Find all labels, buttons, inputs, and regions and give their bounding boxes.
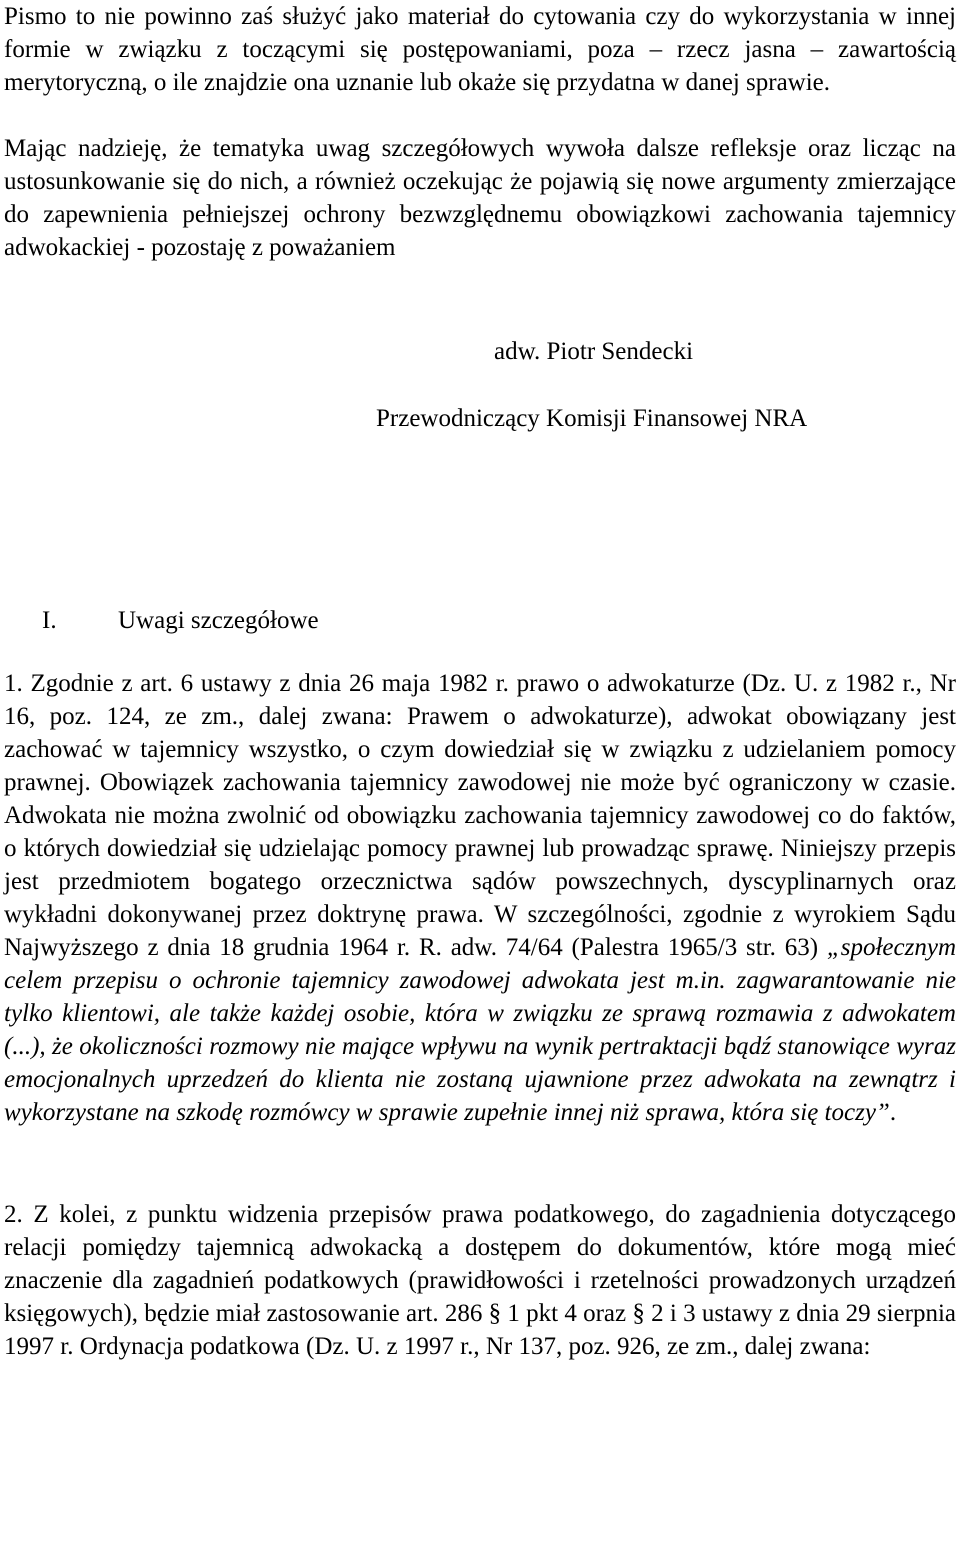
- signature-block: [376, 335, 956, 435]
- signature-name: adw. Piotr Sendecki: [494, 338, 694, 365]
- point-2-paragraph: 2. Z kolei, z punktu widzenia przepisów prawa podatkowego, do zagadnienia dotyczącego relacji pomiędzy tajemnicą adwokacką a dostępem do dokumentów, które mogą mieć znaczenie dla zagadnień podatkowych (prawidłowości i rzetelności prowadzonych urządzeń księgowych), będzie miał zastosowanie art. 286 § 1 pkt 4 oraz § 2 i 3 ustawy z dnia 29 sierpnia 1997 r. Ordynacja podatkowa (Dz. U. z 1997 r., Nr 137, poz. 926, ze zm., dalej zwana:: [4, 1201, 956, 1360]
- section-title: Uwagi szczegółowe: [118, 607, 319, 634]
- closing-paragraph: Mając nadzieję, że tematyka uwag szczegółowych wywoła dalsze refleksje oraz licząc na ustosunkowanie się do nich, a również oczekując że pojawią się nowe argumenty zmierzające do zapewnienia pełniejszej ochrony bezwzględnemu obowiązkowi zachowania tajemnicy adwokackiej - pozostaję z poważaniem: [4, 135, 956, 261]
- point-1-end: .: [889, 1099, 897, 1126]
- document-page: [4, 0, 956, 1363]
- point-1-paragraph: [4, 667, 956, 1129]
- section-number: I.: [42, 607, 57, 634]
- point-1-text: 1. Zgodnie z art. 6 ustawy z dnia 26 maja 1982 r. prawo o adwokaturze (Dz. U. z 1982 r., Nr 16, poz. 124, ze zm., dalej zwana: Prawem o adwokaturze), adwokat obowiązany jest zachować w tajemnicy wszystko, o czym dowiedział się w związku z udzielaniem pomocy prawnej. Obowiązek zachowania tajemnicy zawodowej nie może być ograniczony w czasie. Adwokata nie można zwolnić od obowiązku zachowania tajemnicy zawodowej co do faktów, o których dowiedział się udzielając pomocy prawnej lub prowadząc sprawę. Niniejszy przepis jest przedmiotem bogatego orzecznictwa sądów powszechnych, dyscyplinarnych oraz wykładni dokonywanej przez doktrynę prawa. W szczególności, zgodnie z wyrokiem Sądu Najwyższego z dnia 18 grudnia 1964 r. R. adw. 74/64 (Palestra 1965/3 str. 63): [4, 670, 956, 961]
- section-heading: [42, 604, 956, 637]
- intro-paragraph: Pismo to nie powinno zaś służyć jako materiał do cytowania czy do wykorzystania w innej formie w związku z toczącymi się postępowaniami, poza – rzecz jasna – zawartością merytoryczną, o ile znajdzie ona uznanie lub okaże się przydatna w danej sprawie.: [4, 3, 956, 96]
- point-1-quote: „społecznym celem przepisu o ochronie tajemnicy zawodowej adwokata jest m.in. zagwarantowanie nie tylko klientowi, ale także każdej osobie, która w związku ze sprawą rozmawia z adwokatem (...), że okoliczności rozmowy nie mające wpływu na wynik pertraktacji bądź stanowiące wyraz emocjonalnych uprzedzeń do klienta nie zostaną ujawnione przez adwokata na zewnątrz i wykorzystane na szkodę rozmówcy w sprawie zupełnie innej niż sprawa, która się toczy”: [4, 934, 956, 1126]
- signature-title: Przewodniczący Komisji Finansowej NRA: [376, 405, 808, 432]
